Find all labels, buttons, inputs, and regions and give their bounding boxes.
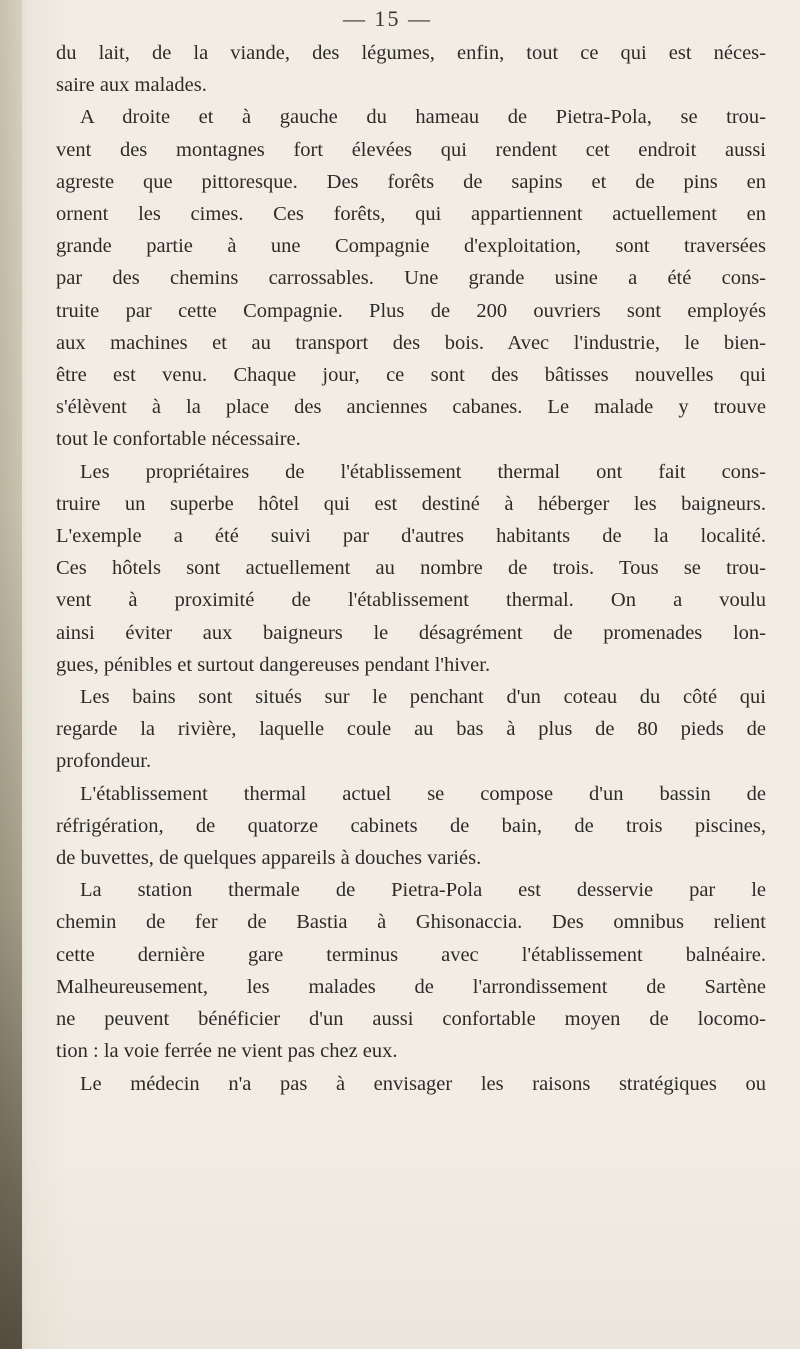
text-line: ainsi éviter aux baigneurs le désagrément de promenades lon- <box>56 621 766 644</box>
text-line: aux machines et au transport des bois. Avec l'industrie, le bien- <box>56 331 766 354</box>
text-line: cette dernière gare terminus avec l'établissement balnéaire. <box>56 943 766 966</box>
text-line: regarde la rivière, laquelle coule au bas à plus de 80 pieds de <box>56 718 766 741</box>
text-line: Les bains sont situés sur le penchant d'un coteau du côté qui <box>80 686 766 709</box>
text-line: A droite et à gauche du hameau de Pietra-Pola, se trou- <box>80 106 766 129</box>
text-line: par des chemins carrossables. Une grande usine a été cons- <box>56 267 766 290</box>
text-line: du lait, de la viande, des légumes, enfin, tout ce qui est néces- <box>56 42 766 64</box>
text-line: être est venu. Chaque jour, ce sont des bâtisses nouvelles qui <box>56 364 766 387</box>
text-line: Malheureusement, les malades de l'arrondissement de Sartène <box>56 975 766 998</box>
text-line: ne peuvent bénéficier d'un aussi confortable moyen de locomo- <box>56 1008 766 1031</box>
text-line: s'élèvent à la place des anciennes cabanes. Le malade y trouve <box>56 396 766 419</box>
paragraph <box>56 37 766 101</box>
paragraph <box>56 1068 766 1100</box>
text-line: truite par cette Compagnie. Plus de 200 ouvriers sont employés <box>56 299 766 322</box>
text-line: tion : la voie ferrée ne vient pas chez eux. <box>56 1040 398 1063</box>
body-text <box>56 37 766 1100</box>
paragraph <box>56 456 766 681</box>
text-line: Le médecin n'a pas à envisager les raisons stratégiques ou <box>80 1072 766 1095</box>
text-line: Les propriétaires de l'établissement thermal ont fait cons- <box>80 460 766 483</box>
text-line: truire un superbe hôtel qui est destiné à héberger les baigneurs. <box>56 492 766 515</box>
binding-shadow <box>0 0 22 1349</box>
text-line: gues, pénibles et surtout dangereuses pendant l'hiver. <box>56 653 491 676</box>
text-line: L'exemple a été suivi par d'autres habitants de la localité. <box>56 525 766 548</box>
text-line: ornent les cimes. Ces forêts, qui appartiennent actuellement en <box>56 203 766 226</box>
text-line: grande partie à une Compagnie d'exploitation, sont traversées <box>56 235 766 258</box>
paragraph <box>56 101 766 455</box>
text-line: vent à proximité de l'établissement thermal. On a voulu <box>56 589 766 612</box>
text-line: vent des montagnes fort élevées qui rendent cet endroit aussi <box>56 138 766 161</box>
text-line: agreste que pittoresque. Des forêts de sapins et de pins en <box>56 170 766 193</box>
text-line: saire aux malades. <box>56 74 207 97</box>
page-number: — 15 — <box>343 6 432 31</box>
text-line: profondeur. <box>56 750 152 773</box>
paragraph <box>56 874 766 1067</box>
paragraph <box>56 778 766 875</box>
text-line: La station thermale de Pietra-Pola est desservie par le <box>80 879 766 902</box>
text-line: chemin de fer de Bastia à Ghisonaccia. Des omnibus relient <box>56 911 766 934</box>
text-line: L'établissement thermal actuel se compose d'un bassin de <box>80 782 766 805</box>
text-line: de buvettes, de quelques appareils à douches variés. <box>56 847 482 870</box>
text-line: Ces hôtels sont actuellement au nombre de trois. Tous se trou- <box>56 557 766 580</box>
text-line: réfrigération, de quatorze cabinets de bain, de trois piscines, <box>56 814 766 837</box>
text-line: tout le confortable nécessaire. <box>56 428 301 451</box>
paragraph <box>56 681 766 778</box>
